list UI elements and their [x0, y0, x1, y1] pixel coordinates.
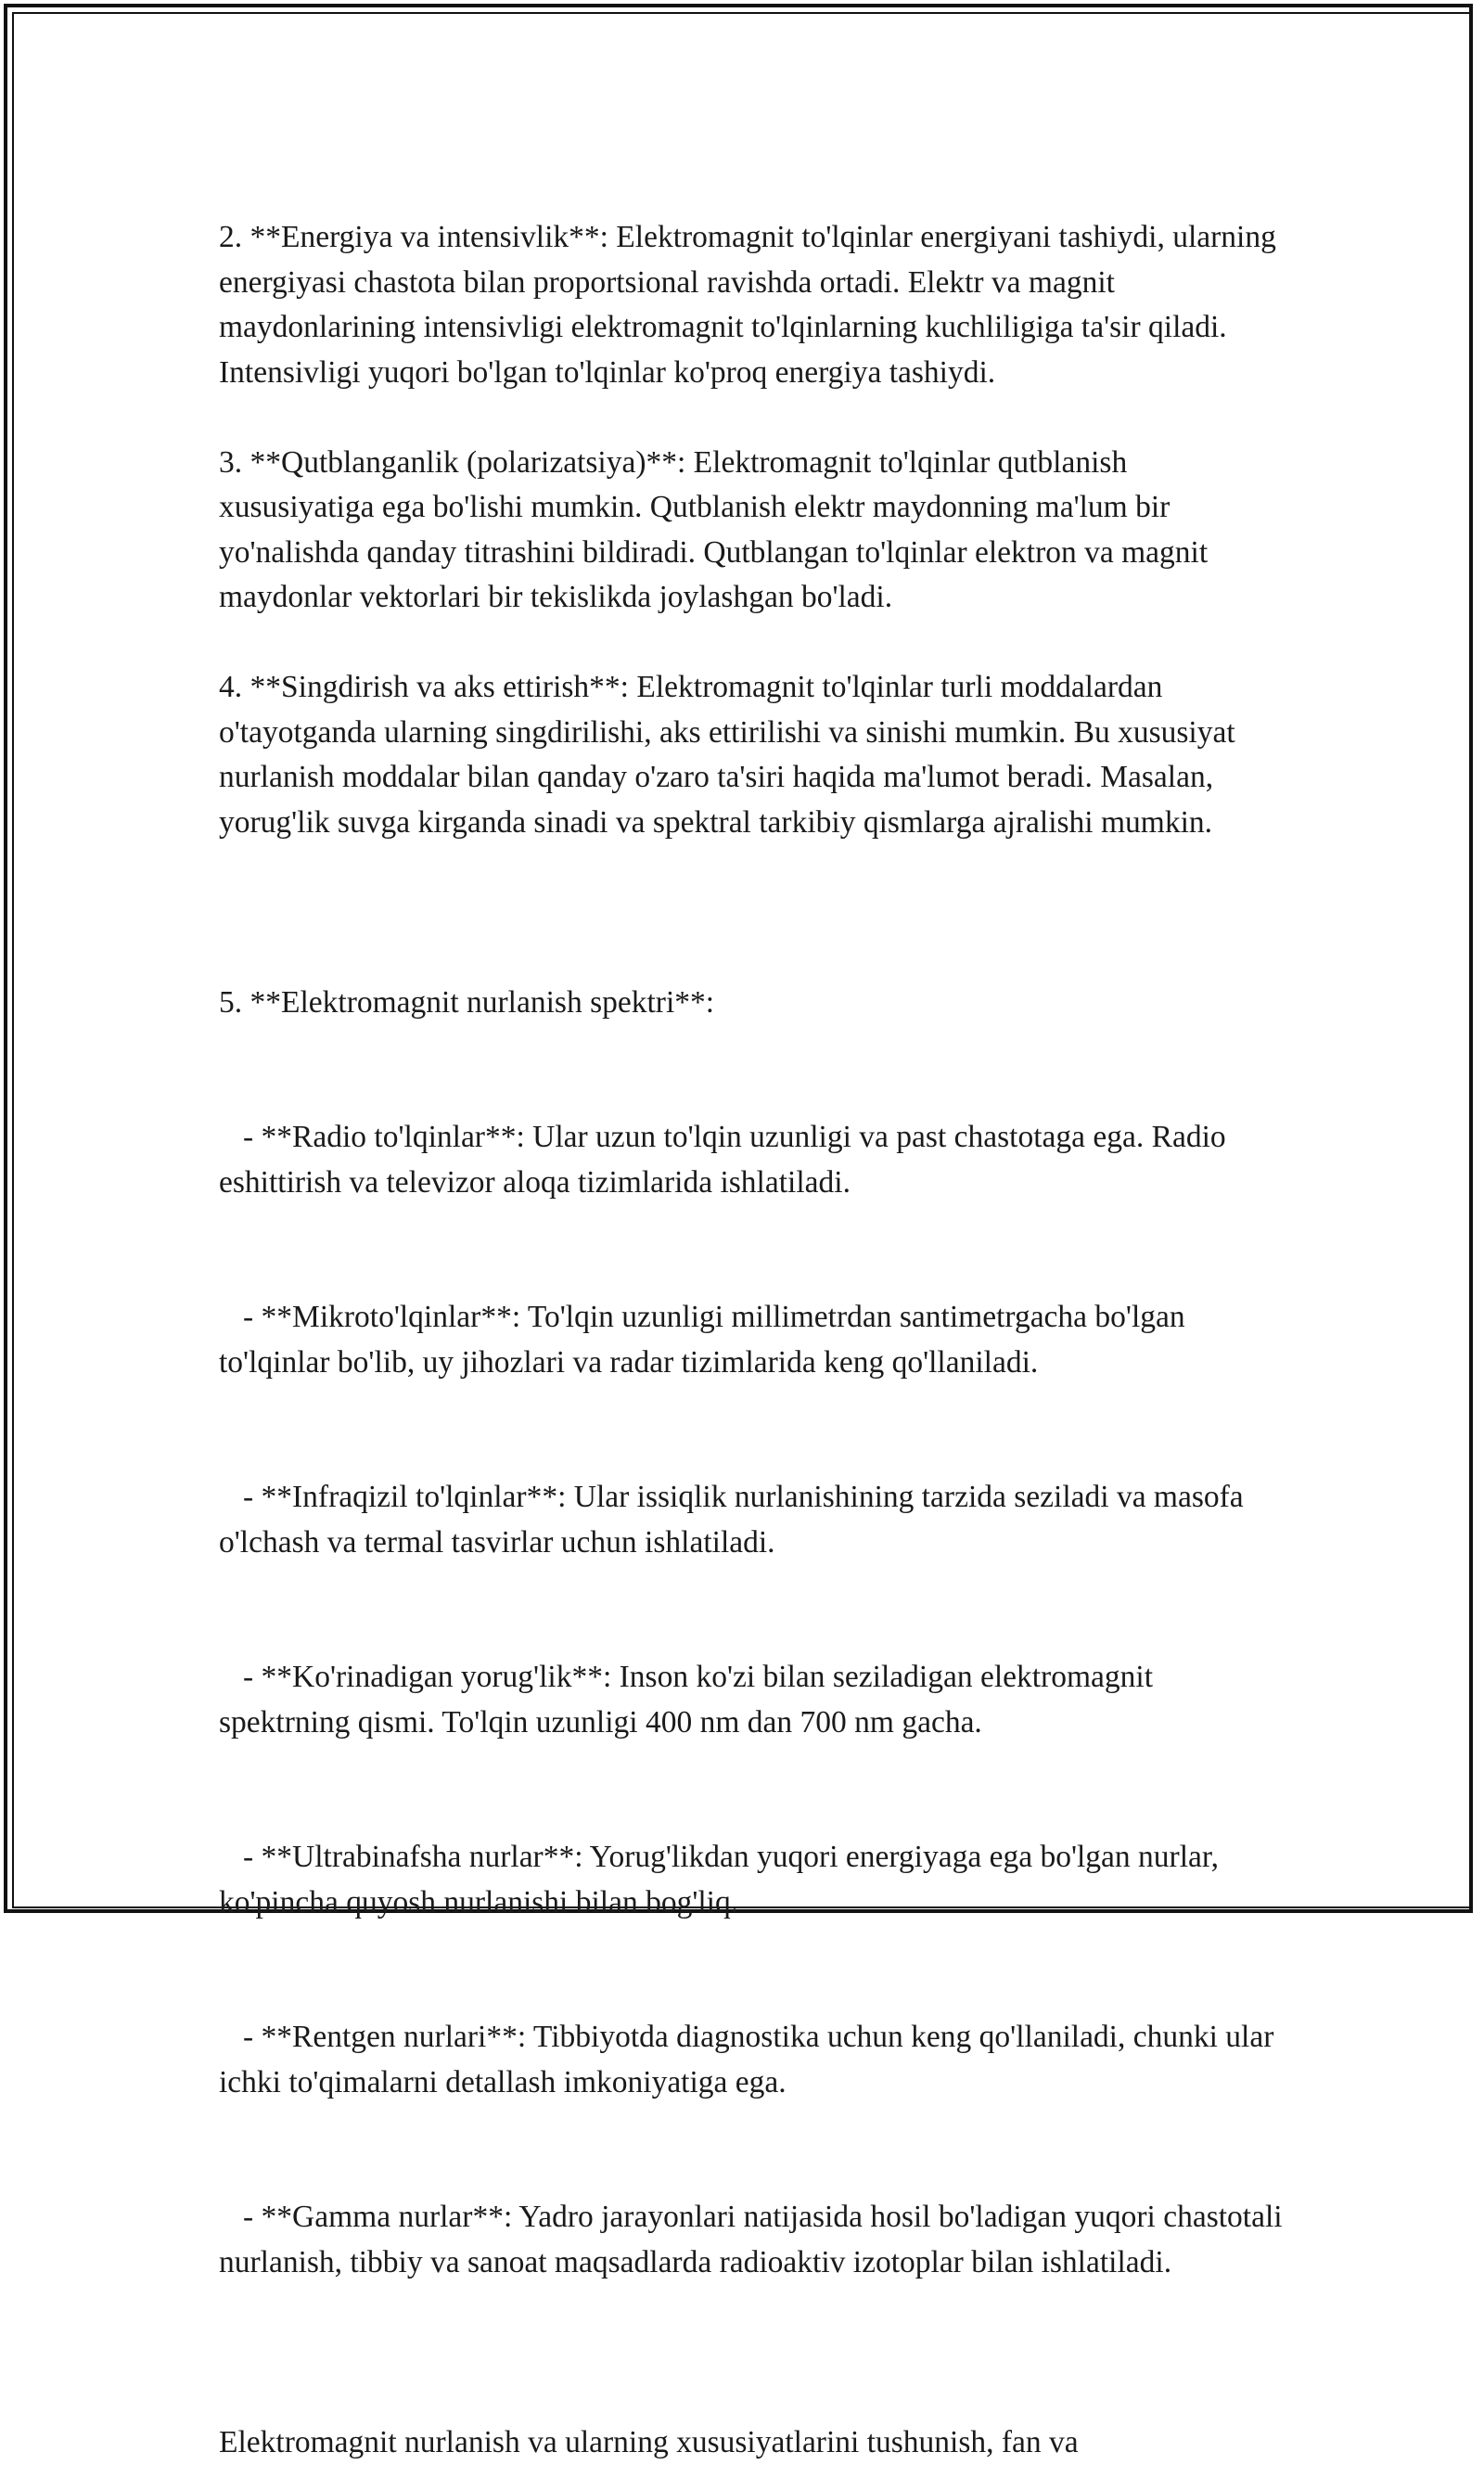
section-spectrum	[219, 891, 1286, 2376]
spectrum-item-radio: - **Radio to'lqinlar**: Ular uzun to'lqin uzunligi va past chastotaga ega. Radio eshittirish va televizor aloqa tizimlarida ishlatiladi.	[219, 1115, 1286, 1205]
spectrum-item-visible-light: - **Ko'rinadigan yorug'lik**: Inson ko'zi bilan seziladigan elektromagnit spektrning qismi. To'lqin uzunligi 400 nm dan 700 nm gacha.	[219, 1655, 1286, 1745]
spectrum-item-microwave: - **Mikroto'lqinlar**: To'lqin uzunligi millimetrdan santimetrgacha bo'lgan to'lqinlar bo'lib, uy jihozlari va radar tizimlarida keng qo'llaniladi.	[219, 1295, 1286, 1385]
spectrum-item-xray: - **Rentgen nurlari**: Tibbiyotda diagnostika uchun keng qo'llaniladi, chunki ular ichki to'qimalarni detallash imkoniyatiga ega.	[219, 2015, 1286, 2105]
paragraph-energy-intensity: 2. **Energiya va intensivlik**: Elektromagnit to'lqinlar energiyani tashiydi, ularning energiyasi chastota bilan proportsional ravishda ortadi. Elektr va magnit maydonlarining intensivligi elektromagnit to'lqinlarning kuchliligiga ta'sir qiladi. Intensivligi yuqori bo'lgan to'lqinlar ko'proq energiya tashiydi.	[219, 215, 1286, 395]
spectrum-item-gamma: - **Gamma nurlar**: Yadro jarayonlari natijasida hosil bo'ladigan yuqori chastotali nurlanish, tibbiy va sanoat maqsadlarda radioaktiv izotoplar bilan ishlatiladi.	[219, 2195, 1286, 2285]
spectrum-item-ultraviolet: - **Ultrabinafsha nurlar**: Yorug'likdan yuqori energiyaga ega bo'lgan nurlar, ko'pincha quyosh nurlanishi bilan bog'liq.	[219, 1835, 1286, 1925]
spectrum-item-infrared: - **Infraqizil to'lqinlar**: Ular issiqlik nurlanishining tarzida seziladi va masofa o'lchash va termal tasvirlar uchun ishlatiladi.	[219, 1475, 1286, 1565]
paragraph-closing: Elektromagnit nurlanish va ularning xususiyatlarini tushunish, fan va	[219, 2420, 1286, 2465]
paragraph-absorption-reflection: 4. **Singdirish va aks ettirish**: Elektromagnit to'lqinlar turli moddalardan o'tayotganda ularning singdirilishi, aks ettirilishi va sinishi mumkin. Bu xususiyat nurlanish moddalar bilan qanday o'zaro ta'siri haqida ma'lumot beradi. Masalan, yorug'lik suvga kirganda sinadi va spektral tarkibiy qismlarga ajralishi mumkin.	[219, 665, 1286, 845]
spectrum-heading: 5. **Elektromagnit nurlanish spektri**:	[219, 981, 1286, 1026]
document-body	[219, 215, 1286, 2465]
paragraph-polarization: 3. **Qutblanganlik (polarizatsiya)**: Elektromagnit to'lqinlar qutblanish xususiyatiga ega bo'lishi mumkin. Qutblanish elektr maydonning ma'lum bir yo'nalishda qanday titrashini bildiradi. Qutblangan to'lqinlar elektron va magnit maydonlar vektorlari bir tekislikda joylashgan bo'ladi.	[219, 441, 1286, 621]
